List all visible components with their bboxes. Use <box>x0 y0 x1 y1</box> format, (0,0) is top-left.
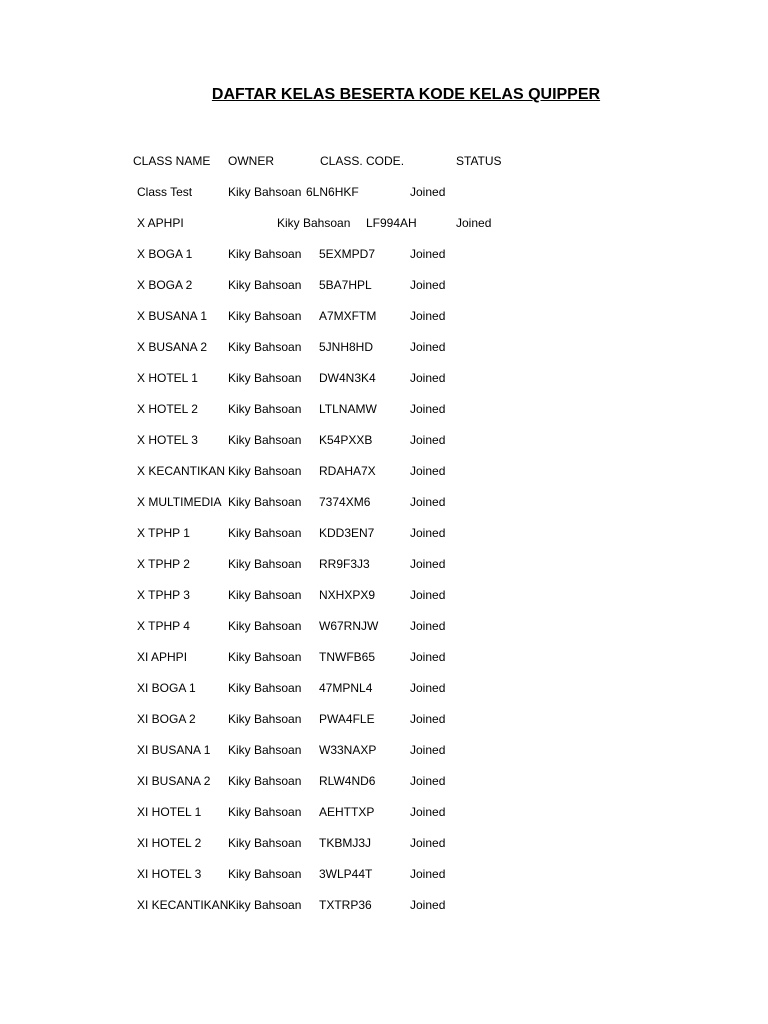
class-name-cell: XI HOTEL 3 <box>137 867 202 881</box>
class-code-cell: 5JNH8HD <box>319 340 374 354</box>
class-code-cell: KDD3EN7 <box>319 526 375 540</box>
owner-cell: Kiky Bahsoan <box>277 216 351 230</box>
class-name-cell: X MULTIMEDIA <box>137 495 222 509</box>
owner-cell: Kiky Bahsoan <box>228 464 302 478</box>
status-cell: Joined <box>410 495 446 509</box>
status-cell: Joined <box>410 681 446 695</box>
class-code-cell: 47MPNL4 <box>319 681 373 695</box>
owner-cell: Kiky Bahsoan <box>228 247 302 261</box>
class-name-cell: X TPHP 4 <box>137 619 190 633</box>
table-row <box>0 836 768 854</box>
owner-cell: Kiky Bahsoan <box>228 433 302 447</box>
page-title: DAFTAR KELAS BESERTA KODE KELAS QUIPPER <box>211 86 601 103</box>
class-name-cell: X BOGA 1 <box>137 247 193 261</box>
class-code-cell: RDAHA7X <box>319 464 376 478</box>
class-name-cell: X HOTEL 3 <box>137 433 198 447</box>
status-cell: Joined <box>410 619 446 633</box>
owner-cell: Kiky Bahsoan <box>228 526 302 540</box>
class-name-cell: XI KECANTIKAN <box>137 898 229 912</box>
class-code-cell: TKBMJ3J <box>319 836 372 850</box>
class-code-cell: W33NAXP <box>319 743 377 757</box>
status-cell: Joined <box>410 371 446 385</box>
class-code-cell: AEHTTXP <box>319 805 375 819</box>
table-row <box>0 185 768 203</box>
owner-cell: Kiky Bahsoan <box>228 557 302 571</box>
class-code-cell: 5EXMPD7 <box>319 247 376 261</box>
table-row <box>0 433 768 451</box>
owner-cell: Kiky Bahsoan <box>228 898 302 912</box>
class-name-cell: XI HOTEL 1 <box>137 805 202 819</box>
status-cell: Joined <box>410 433 446 447</box>
status-cell: Joined <box>410 340 446 354</box>
class-code-cell: 6LN6HKF <box>306 185 359 199</box>
status-cell: Joined <box>410 898 446 912</box>
table-row <box>0 619 768 637</box>
table-row <box>0 681 768 699</box>
owner-cell: Kiky Bahsoan <box>228 588 302 602</box>
class-name-cell: XI BUSANA 1 <box>137 743 211 757</box>
table-row <box>0 247 768 265</box>
owner-cell: Kiky Bahsoan <box>228 681 302 695</box>
class-name-cell: X HOTEL 2 <box>137 402 198 416</box>
class-name-cell: XI BOGA 1 <box>137 681 196 695</box>
table-row <box>0 216 768 234</box>
table-row <box>0 340 768 358</box>
class-code-cell: W67RNJW <box>319 619 379 633</box>
status-cell: Joined <box>410 309 446 323</box>
owner-cell: Kiky Bahsoan <box>228 867 302 881</box>
class-name-cell: X TPHP 2 <box>137 557 190 571</box>
table-row <box>0 898 768 916</box>
class-code-cell: 5BA7HPL <box>319 278 372 292</box>
status-cell: Joined <box>410 867 446 881</box>
table-row <box>0 712 768 730</box>
class-code-cell: RR9F3J3 <box>319 557 370 571</box>
status-cell: Joined <box>410 557 446 571</box>
class-name-cell: X TPHP 3 <box>137 588 190 602</box>
class-name-cell: XI HOTEL 2 <box>137 836 202 850</box>
status-cell: Joined <box>410 774 446 788</box>
status-cell: Joined <box>410 247 446 261</box>
table-row <box>0 650 768 668</box>
class-name-cell: X BUSANA 2 <box>137 340 208 354</box>
status-cell: Joined <box>410 743 446 757</box>
class-name-cell: Class Test <box>137 185 193 199</box>
table-row <box>0 743 768 761</box>
class-code-cell: A7MXFTM <box>319 309 377 323</box>
status-cell: Joined <box>410 712 446 726</box>
status-cell: Joined <box>410 278 446 292</box>
table-row <box>0 278 768 296</box>
class-code-cell: PWA4FLE <box>319 712 375 726</box>
class-code-cell: LTLNAMW <box>319 402 377 416</box>
class-code-cell: TNWFB65 <box>319 650 376 664</box>
table-row <box>0 774 768 792</box>
table-row <box>0 495 768 513</box>
table-row <box>0 557 768 575</box>
status-cell: Joined <box>410 185 446 199</box>
owner-cell: Kiky Bahsoan <box>228 836 302 850</box>
class-code-cell: RLW4ND6 <box>319 774 376 788</box>
header-status: STATUS <box>456 154 502 168</box>
class-code-cell: 3WLP44T <box>319 867 373 881</box>
owner-cell: Kiky Bahsoan <box>228 743 302 757</box>
header-class-name: CLASS NAME <box>133 154 211 168</box>
status-cell: Joined <box>410 464 446 478</box>
owner-cell: Kiky Bahsoan <box>228 340 302 354</box>
status-cell: Joined <box>410 650 446 664</box>
class-code-cell: K54PXXB <box>319 433 373 447</box>
class-code-cell: 7374XM6 <box>319 495 371 509</box>
status-cell: Joined <box>410 805 446 819</box>
table-row <box>0 867 768 885</box>
class-name-cell: XI BUSANA 2 <box>137 774 211 788</box>
status-cell: Joined <box>410 836 446 850</box>
owner-cell: Kiky Bahsoan <box>228 712 302 726</box>
header-class-code: CLASS. CODE. <box>320 154 405 168</box>
status-cell: Joined <box>410 588 446 602</box>
owner-cell: Kiky Bahsoan <box>228 650 302 664</box>
owner-cell: Kiky Bahsoan <box>228 371 302 385</box>
owner-cell: Kiky Bahsoan <box>228 309 302 323</box>
owner-cell: Kiky Bahsoan <box>228 278 302 292</box>
table-row <box>0 371 768 389</box>
class-name-cell: X HOTEL 1 <box>137 371 198 385</box>
owner-cell: Kiky Bahsoan <box>228 805 302 819</box>
table-header <box>0 154 768 172</box>
table-row <box>0 805 768 823</box>
class-code-cell: LF994AH <box>366 216 417 230</box>
owner-cell: Kiky Bahsoan <box>228 185 302 199</box>
class-name-cell: X TPHP 1 <box>137 526 190 540</box>
table-row <box>0 309 768 327</box>
class-code-cell: TXTRP36 <box>319 898 372 912</box>
class-code-cell: NXHXPX9 <box>319 588 376 602</box>
table-row <box>0 464 768 482</box>
class-code-cell: DW4N3K4 <box>319 371 376 385</box>
status-cell: Joined <box>410 402 446 416</box>
class-name-cell: X KECANTIKAN <box>137 464 226 478</box>
header-owner: OWNER <box>228 154 274 168</box>
owner-cell: Kiky Bahsoan <box>228 774 302 788</box>
table-row <box>0 588 768 606</box>
owner-cell: Kiky Bahsoan <box>228 619 302 633</box>
table-row <box>0 402 768 420</box>
status-cell: Joined <box>410 526 446 540</box>
class-name-cell: XI BOGA 2 <box>137 712 196 726</box>
owner-cell: Kiky Bahsoan <box>228 495 302 509</box>
class-name-cell: X BOGA 2 <box>137 278 193 292</box>
class-name-cell: X APHPI <box>137 216 184 230</box>
class-name-cell: X BUSANA 1 <box>137 309 208 323</box>
owner-cell: Kiky Bahsoan <box>228 402 302 416</box>
status-cell: Joined <box>456 216 492 230</box>
class-name-cell: XI APHPI <box>137 650 188 664</box>
table-row <box>0 526 768 544</box>
